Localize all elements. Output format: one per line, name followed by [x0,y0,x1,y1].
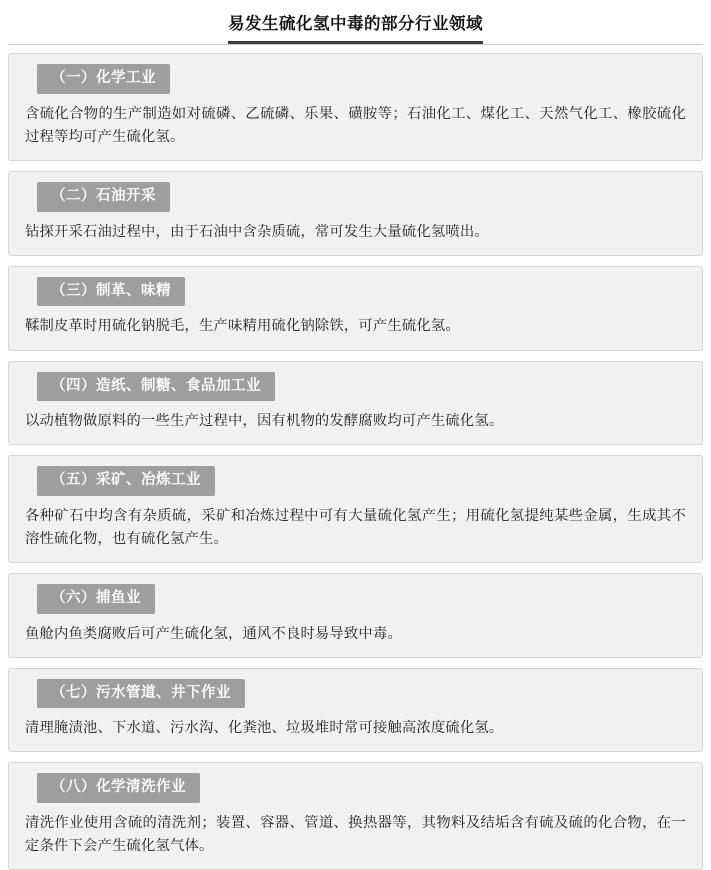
section-body: 各种矿石中均含有杂质硫，采矿和冶炼过程中可有大量硫化氢产生；用硫化氢提纯某些金属，生成其不溶性硫化物，也有硫化氢产生。 [25,507,686,547]
document-title-wrap [8,0,703,44]
section-body: 清洗作业使用含硫的清洗剂；装置、容器、管道、换热器等，其物料及结垢含有硫及硫的化合物，在一定条件下会产生硫化氢气体。 [25,814,686,854]
section-item [8,171,703,256]
section-body: 鞣制皮革时用硫化钠脱毛，生产味精用硫化钠除铁，可产生硫化氢。 [25,318,460,335]
section-body: 含硫化合物的生产制造如对硫磷、乙硫磷、乐果、磺胺等；石油化工、煤化工、天然气化工、橡胶硫化过程等均可产生硫化氢。 [25,105,686,146]
section-item [8,573,703,658]
section-heading: （二）石油开采 [37,182,170,212]
section-heading: （三）制革、味精 [37,277,185,307]
section-heading: （六）捕鱼业 [37,584,155,614]
page-title: 易发生硫化氢中毒的部分行业领域 [228,14,483,44]
section-body: 鱼舱内鱼类腐败后可产生硫化氢，通风不良时易导致中毒。 [25,625,402,642]
section-item [8,668,703,753]
section-list [8,53,703,870]
section-heading: （一）化学工业 [37,64,170,94]
section-body: 钻探开采石油过程中，由于石油中含杂质硫，常可发生大量硫化氢喷出。 [25,223,489,240]
section-heading: （七）污水管道、井下作业 [37,679,245,709]
title-divider [8,44,703,45]
section-item [8,266,703,351]
section-heading: （四）造纸、制糖、食品加工业 [37,372,275,402]
section-item [8,53,703,161]
section-item [8,455,703,563]
section-item [8,762,703,870]
section-item [8,361,703,446]
section-heading: （五）采矿、冶炼工业 [37,466,215,496]
section-heading: （八）化学清洗作业 [37,773,200,803]
section-body: 以动植物做原料的一些生产过程中，因有机物的发酵腐败均可产生硫化氢。 [25,413,504,430]
section-body: 清理腌渍池、下水道、污水沟、化粪池、垃圾堆时常可接触高浓度硫化氢。 [25,720,504,737]
